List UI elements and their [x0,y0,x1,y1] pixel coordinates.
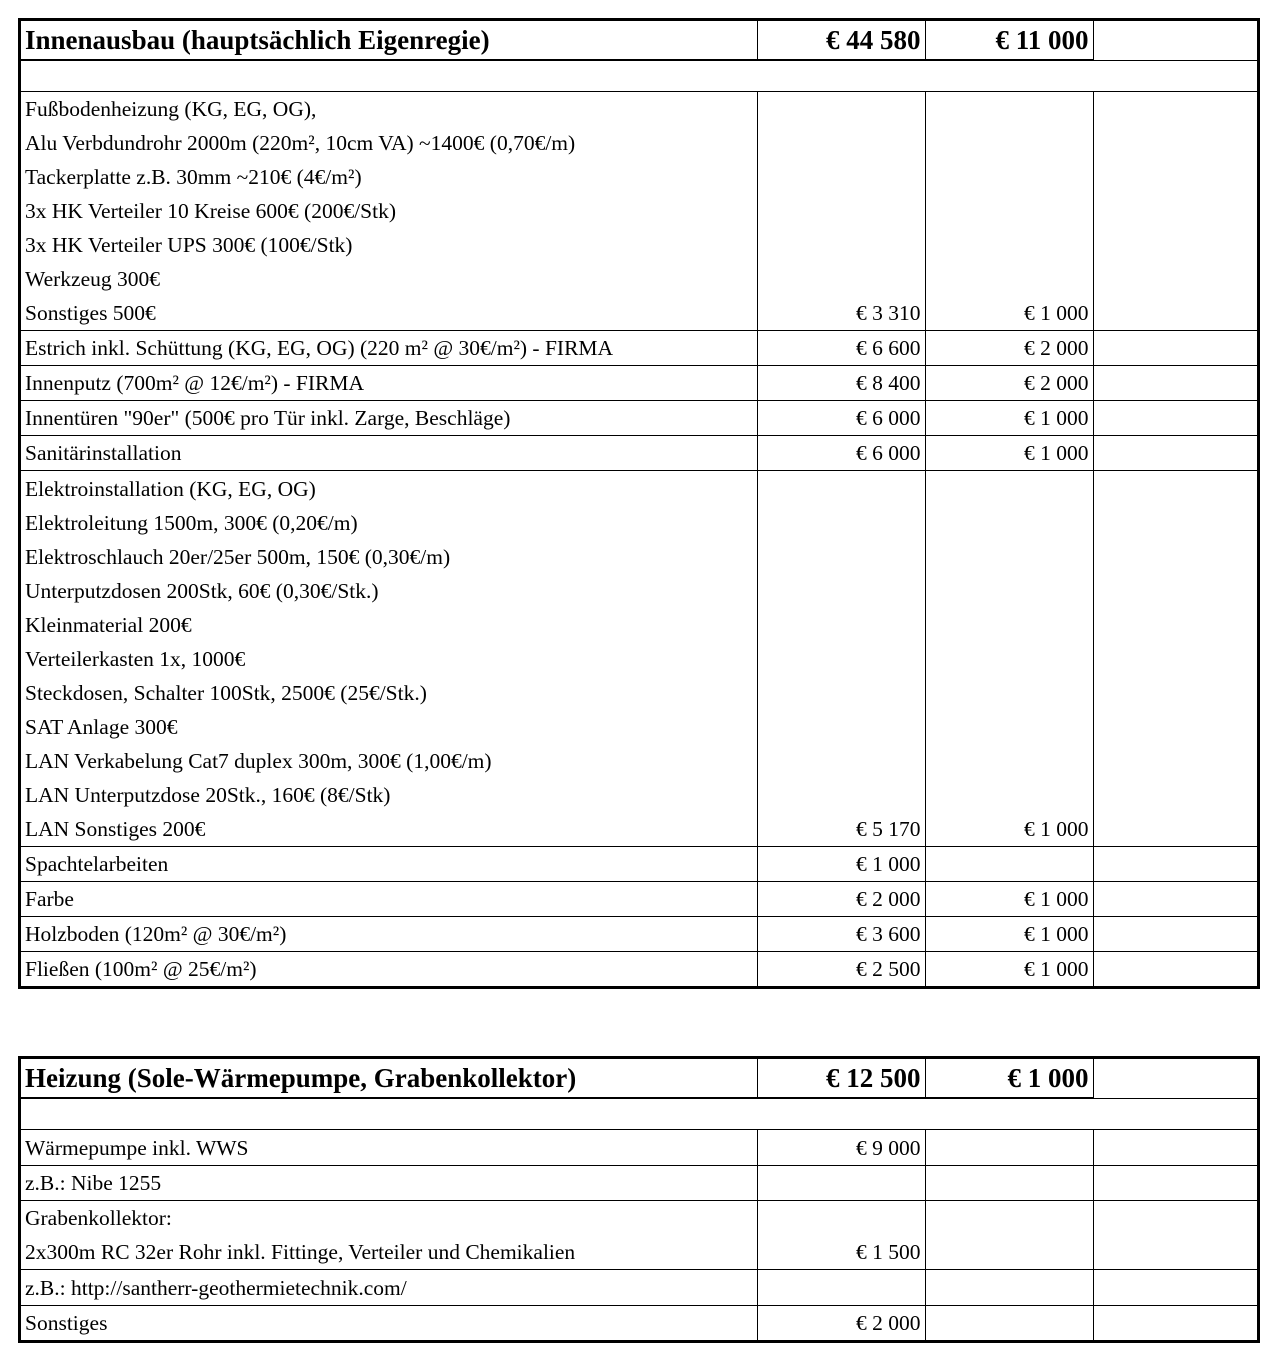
description-line: Spachtelarbeiten [25,851,169,876]
item-description [21,1165,757,1200]
section-title: Heizung (Sole-Wärmepumpe, Grabenkollektor) [21,1059,757,1098]
section-blank-cell [1093,21,1257,60]
item-own-share [925,1305,1093,1340]
item-blank-cell [1093,471,1257,846]
spacer-cell [21,60,1257,92]
spacer-cell [21,1098,1257,1130]
item-own-share: € 1 000 [925,92,1093,331]
item-blank-cell [1093,1200,1257,1270]
item-cost [757,1165,925,1200]
item-cost: € 6 000 [757,436,925,471]
description-line: Farbe [25,886,74,911]
item-description [21,846,757,881]
item-own-share: € 2 000 [925,366,1093,401]
item-own-share [925,1270,1093,1305]
item-description [21,1305,757,1340]
description-line: Innentüren "90er" (500€ pro Tür inkl. Zarge, Beschläge) [25,406,511,431]
item-cost: € 2 500 [757,951,925,986]
spacer-row [21,1098,1257,1130]
item-description [21,1130,757,1165]
table-row [21,92,1257,331]
item-blank-cell [1093,1305,1257,1340]
section-total: € 44 580 [757,21,925,60]
description-line: Alu Verbdundrohr 2000m (220m², 10cm VA) ~1400€ (0,70€/m) [25,131,576,156]
item-own-share [925,1130,1093,1165]
item-blank-cell [1093,846,1257,881]
section-total: € 12 500 [757,1059,925,1098]
description-line: LAN Verkabelung Cat7 duplex 300m, 300€ (1,00€/m) [25,748,492,773]
item-cost: € 6 600 [757,331,925,366]
description-line: Sonstiges [25,1311,108,1335]
item-blank-cell [1093,916,1257,951]
section-header [21,21,1257,60]
item-description [21,471,757,846]
description-line: Kleinmaterial 200€ [25,612,192,637]
table-row [21,916,1257,951]
item-cost: € 5 170 [757,471,925,846]
item-cost: € 8 400 [757,366,925,401]
description-line: LAN Unterputzdose 20Stk., 160€ (8€/Stk) [25,782,391,807]
item-own-share: € 2 000 [925,331,1093,366]
item-description [21,366,757,401]
item-cost: € 2 000 [757,1305,925,1340]
item-own-share: € 1 000 [925,436,1093,471]
table-row [21,471,1257,846]
section-blank-cell [1093,1059,1257,1098]
item-own-share [925,1165,1093,1200]
item-blank-cell [1093,331,1257,366]
spacer-row [21,60,1257,92]
item-blank-cell [1093,951,1257,986]
description-line: Steckdosen, Schalter 100Stk, 2500€ (25€/Stk.) [25,680,427,705]
item-description [21,92,757,331]
item-description [21,951,757,986]
item-description [21,1200,757,1270]
item-own-share: € 1 000 [925,916,1093,951]
description-line: z.B.: Nibe 1255 [25,1170,162,1195]
description-line: Sonstiges 500€ [25,301,156,326]
description-line: Tackerplatte z.B. 30mm ~210€ (4€/m²) [25,165,362,190]
description-line: SAT Anlage 300€ [25,714,178,739]
description-line: Holzboden (120m² @ 30€/m²) [25,921,287,946]
description-line: Fußbodenheizung (KG, EG, OG), [25,97,317,122]
item-cost: € 9 000 [757,1130,925,1165]
table-row [21,401,1257,436]
table-row [21,436,1257,471]
description-line: Fließen (100m² @ 25€/m²) [25,957,257,981]
item-blank-cell [1093,1270,1257,1305]
cost-table-innenausbau [18,18,1260,989]
item-description [21,1270,757,1305]
description-line: LAN Sonstiges 200€ [25,816,206,841]
section-own-share: € 1 000 [925,1059,1093,1098]
item-own-share: € 1 000 [925,881,1093,916]
table-row [21,1165,1257,1200]
description-line: Sanitärinstallation [25,441,182,466]
item-cost: € 1 500 [757,1200,925,1270]
item-blank-cell [1093,92,1257,331]
item-blank-cell [1093,881,1257,916]
item-blank-cell [1093,366,1257,401]
table-row [21,846,1257,881]
description-line: Wärmepumpe inkl. WWS [25,1135,249,1160]
description-line: Innenputz (700m² @ 12€/m²) - FIRMA [25,371,365,396]
item-cost: € 1 000 [757,846,925,881]
item-blank-cell [1093,1130,1257,1165]
description-line: Elektroschlauch 20er/25er 500m, 150€ (0,30€/m) [25,544,451,569]
item-description [21,881,757,916]
item-blank-cell [1093,1165,1257,1200]
item-description [21,436,757,471]
table-heizung [21,1059,1257,1340]
table-row [21,951,1257,986]
description-line: z.B.: http://santherr-geothermietechnik.com/ [25,1275,407,1300]
table-row [21,881,1257,916]
description-line: 3x HK Verteiler UPS 300€ (100€/Stk) [25,233,353,258]
item-own-share: € 1 000 [925,401,1093,436]
description-line: Elektroleitung 1500m, 300€ (0,20€/m) [25,510,358,535]
table-row [21,331,1257,366]
table-row [21,366,1257,401]
item-own-share [925,1200,1093,1270]
item-description [21,916,757,951]
description-line: 3x HK Verteiler 10 Kreise 600€ (200€/Stk) [25,199,397,224]
item-description [21,331,757,366]
item-own-share: € 1 000 [925,951,1093,986]
item-own-share: € 1 000 [925,471,1093,846]
section-title: Innenausbau (hauptsächlich Eigenregie) [21,21,757,60]
table-innenausbau [21,21,1257,986]
description-line: Verteilerkasten 1x, 1000€ [25,646,246,671]
description-line: Grabenkollektor: [25,1206,172,1231]
table-row [21,1200,1257,1270]
item-description [21,401,757,436]
item-blank-cell [1093,401,1257,436]
description-line: 2x300m RC 32er Rohr inkl. Fittinge, Verteiler und Chemikalien [25,1240,576,1265]
item-cost: € 2 000 [757,881,925,916]
cost-table-heizung [18,1056,1260,1343]
section-header [21,1059,1257,1098]
table-row [21,1130,1257,1165]
section-own-share: € 11 000 [925,21,1093,60]
item-cost: € 3 310 [757,92,925,331]
item-own-share [925,846,1093,881]
item-blank-cell [1093,436,1257,471]
description-line: Unterputzdosen 200Stk, 60€ (0,30€/Stk.) [25,578,379,603]
item-cost: € 3 600 [757,916,925,951]
table-row [21,1305,1257,1340]
item-cost: € 6 000 [757,401,925,436]
description-line: Elektroinstallation (KG, EG, OG) [25,476,316,501]
description-line: Werkzeug 300€ [25,267,160,292]
item-cost [757,1270,925,1305]
description-line: Estrich inkl. Schüttung (KG, EG, OG) (220 m² @ 30€/m²) - FIRMA [25,336,614,361]
table-row [21,1270,1257,1305]
